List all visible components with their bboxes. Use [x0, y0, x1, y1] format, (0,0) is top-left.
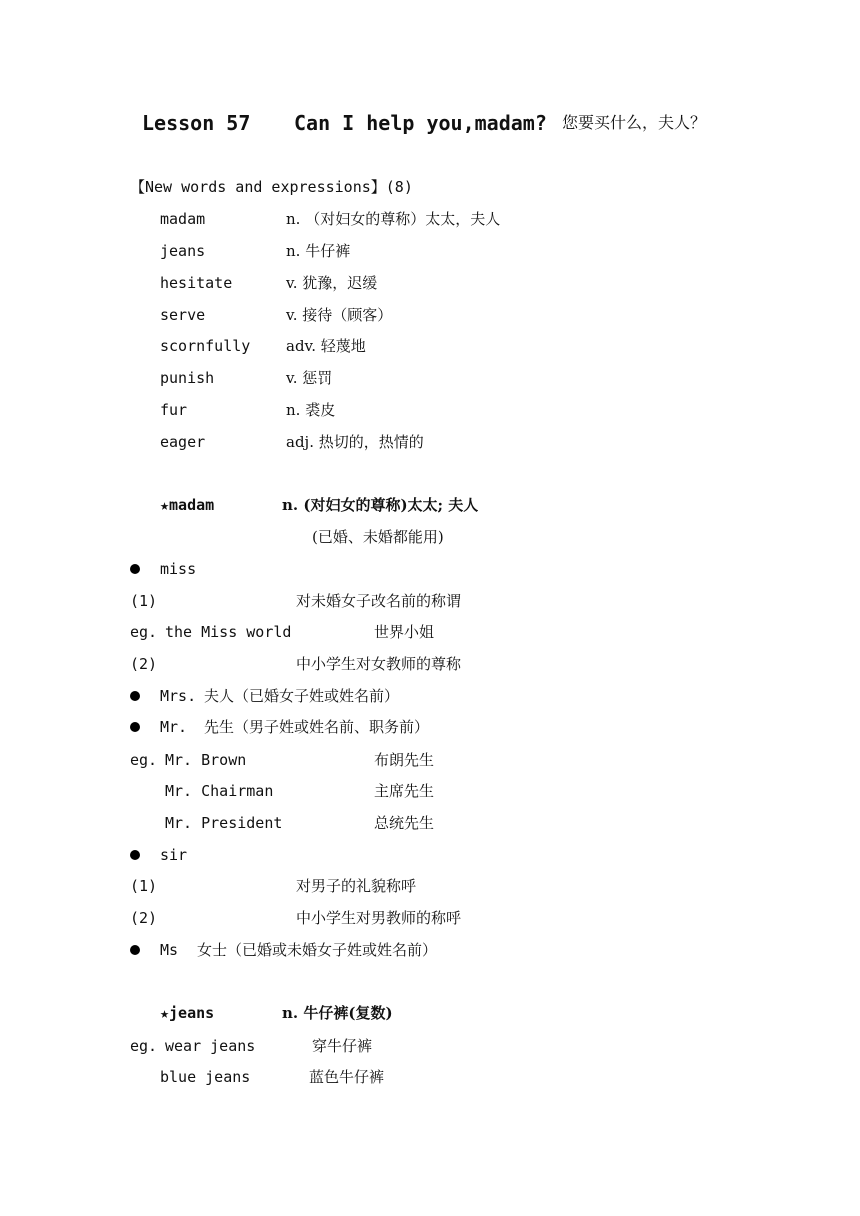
- miss-example-english: the Miss world: [165, 623, 292, 641]
- vocab-word: punish: [160, 369, 215, 387]
- mr-text: 先生（男子姓或姓名前、职务前）: [204, 718, 430, 736]
- vocab-definition: v. 犹豫，迟缓: [286, 274, 378, 292]
- mr-example-chinese: 主席先生: [374, 782, 435, 800]
- lesson-title-chinese: 您要买什么，夫人？: [562, 113, 707, 132]
- vocab-definition: v. 惩罚: [286, 369, 333, 387]
- sir-item1-number: (1): [130, 877, 158, 895]
- example-label: eg.: [130, 751, 158, 769]
- bullet-icon: [130, 722, 140, 732]
- vocab-word: madam: [160, 210, 206, 228]
- vocab-definition: n. 裘皮: [286, 401, 336, 419]
- word-count: (8): [385, 178, 413, 196]
- mr-example-english: Mr. Brown: [165, 751, 247, 769]
- section-heading-text: 【New words and expressions】: [130, 178, 386, 196]
- miss-item1-number: (1): [130, 592, 158, 610]
- mr-example-english: Mr. Chairman: [165, 782, 274, 800]
- madam-note-definition: n. (对妇女的尊称)太太; 夫人: [282, 496, 479, 514]
- jeans-example-english: wear jeans: [165, 1037, 256, 1055]
- section-heading: [130, 177, 413, 197]
- vocab-word: serve: [160, 306, 206, 324]
- mrs-text: 夫人（已婚女子姓或姓名前）: [204, 687, 400, 705]
- vocab-word: scornfully: [160, 337, 251, 355]
- lesson-title: Can I help you,madam?: [294, 111, 547, 135]
- jeans-example-chinese: 蓝色牛仔裤: [309, 1068, 385, 1086]
- vocab-definition: adv. 轻蔑地: [286, 337, 366, 355]
- ms-label: Ms: [160, 941, 179, 959]
- jeans-example-chinese: 穿牛仔裤: [312, 1037, 373, 1055]
- bullet-icon: [130, 691, 140, 701]
- example-label: eg.: [130, 623, 158, 641]
- vocab-definition: n. 牛仔裤: [286, 242, 351, 260]
- jeans-example-english: blue jeans: [160, 1068, 251, 1086]
- mr-example-english: Mr. President: [165, 814, 283, 832]
- mr-example-chinese: 总统先生: [374, 814, 435, 832]
- mrs-label: Mrs.: [160, 687, 197, 705]
- sir-item1-text: 对男子的礼貌称呼: [296, 877, 417, 895]
- vocab-definition: adj. 热切的，热情的: [286, 433, 424, 451]
- example-label: eg.: [130, 1037, 158, 1055]
- vocab-word: hesitate: [160, 274, 233, 292]
- bullet-icon: [130, 564, 140, 574]
- miss-item2-number: (2): [130, 655, 158, 673]
- sir-label: sir: [160, 846, 188, 864]
- miss-label: miss: [160, 560, 197, 578]
- lesson-number: Lesson 57: [142, 111, 251, 135]
- sir-item2-number: (2): [130, 909, 158, 927]
- ms-text: 女士（已婚或未婚女子姓或姓名前）: [197, 941, 438, 959]
- sir-item2-text: 中小学生对男教师的称呼: [296, 909, 462, 927]
- vocab-word: jeans: [160, 242, 206, 260]
- bullet-icon: [130, 850, 140, 860]
- mr-example-chinese: 布朗先生: [374, 751, 435, 769]
- jeans-note-heading: ★jeans: [160, 1004, 215, 1022]
- vocab-definition: n. （对妇女的尊称）太太，夫人: [286, 210, 501, 228]
- miss-item2-text: 中小学生对女教师的尊称: [296, 655, 462, 673]
- miss-example-chinese: 世界小姐: [374, 623, 435, 641]
- vocab-definition: v. 接待（顾客）: [286, 306, 393, 324]
- mr-label: Mr.: [160, 718, 188, 736]
- jeans-note-definition: n. 牛仔裤(复数): [282, 1004, 393, 1022]
- vocab-word: eager: [160, 433, 206, 451]
- miss-item1-text: 对未婚女子改名前的称谓: [296, 592, 462, 610]
- madam-note-usage: (已婚、未婚都能用): [312, 528, 444, 546]
- bullet-icon: [130, 945, 140, 955]
- vocab-word: fur: [160, 401, 188, 419]
- madam-note-heading: ★madam: [160, 496, 215, 514]
